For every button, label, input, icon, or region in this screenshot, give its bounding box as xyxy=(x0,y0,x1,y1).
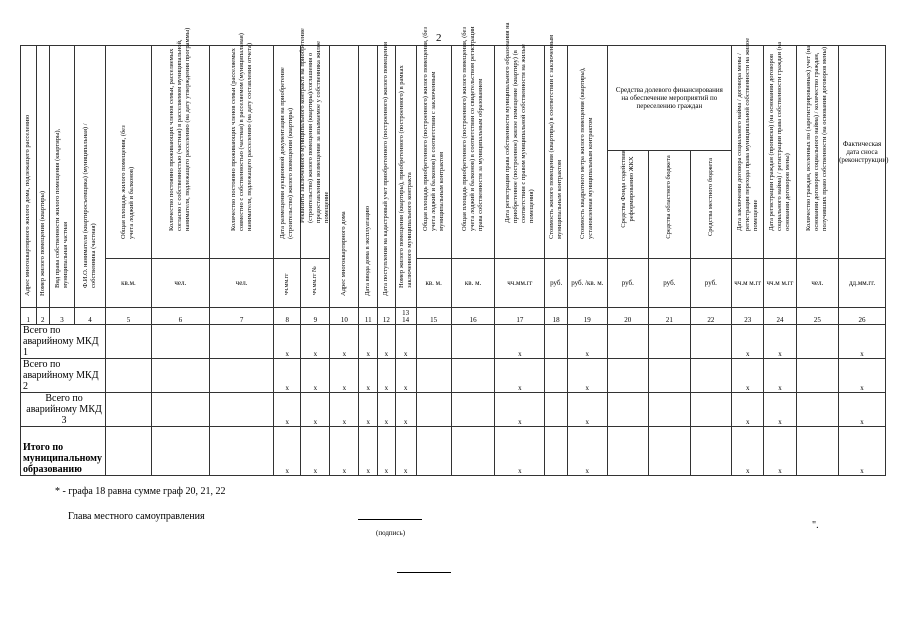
row-cell: x xyxy=(764,427,796,476)
col-header-residents-plan: Количество постоянно проживающих членов семьи, расселяемых согласно с собственностью (частная) в расселяемом муниципальной, нанимателя, подлежащего расселению (на дату утверждения программы) xyxy=(151,46,209,259)
row-cell: x xyxy=(568,427,607,476)
col-header-ownership-date: Дата регистрации права собственности муниципального образования на приобретенное (построенное) жилое помещение (квартиру) (в соответствии с правом муниципальной собственности на жилые помещения) xyxy=(495,46,545,259)
row-label: Итого по муниципальному образованию xyxy=(21,427,106,476)
signer-title: Глава местного самоуправления xyxy=(68,511,205,522)
row-cell: x xyxy=(359,325,378,359)
unit-cell: чел. xyxy=(151,259,209,308)
unit-cell: руб. xyxy=(545,259,568,308)
row-cell xyxy=(545,427,568,476)
col-number: 11 xyxy=(359,308,378,325)
col-header-new-apt-number: Номер жилого помещения (квартиры), приобретенного (построенного) в рамках заключенного муниципального контракта xyxy=(395,46,416,308)
row-cell xyxy=(649,393,691,427)
col-number: 21 xyxy=(649,308,691,325)
col-header-contract-details: Реквизиты заключенного муниципального контракта на приобретение (строительство) жилого помещения (квартиры)/соглашения о предоставлении возмещения за изымаемое у собственника жилое помещение xyxy=(301,46,330,259)
unit-cell: кв. м. xyxy=(416,259,451,308)
col-header-area-certificate: Общая площадь приобретенного (построенного) жилого помещения, (без учета лоджий и балконов) в соответствии со свидетельством регистрации права собственности за муниципальным образованием xyxy=(451,46,495,259)
col-number: 6 xyxy=(151,308,209,325)
row-cell xyxy=(690,325,732,359)
col-number: 25 xyxy=(796,308,839,325)
table-row xyxy=(21,359,886,393)
col-header-auction-date: Дата размещения аукционной документации на приобретение (строительство) жилого помещения (квартиры) xyxy=(274,46,301,259)
unit-cell: чч.мм.гг xyxy=(495,259,545,308)
col-header-cost: Стоимость жилого помещения (квартиры) в соответствии с заключенным муниципальным контрактом xyxy=(545,46,568,259)
header-row xyxy=(21,46,886,259)
col-number: 26 xyxy=(839,308,886,325)
row-cell xyxy=(209,359,273,393)
row-cell: x xyxy=(274,393,301,427)
col-header-address: Адрес многоквартирного жилого дома, подлежащего расселению xyxy=(21,46,37,308)
row-cell: x xyxy=(378,427,396,476)
unit-cell: чч.м м.гг xyxy=(732,259,764,308)
row-cell xyxy=(649,359,691,393)
row-cell xyxy=(209,393,273,427)
col-number: 5 xyxy=(106,308,152,325)
col-number: 8 xyxy=(274,308,301,325)
row-cell: x xyxy=(764,359,796,393)
row-cell: x xyxy=(839,325,886,359)
row-cell xyxy=(416,427,451,476)
row-cell: x xyxy=(301,427,330,476)
row-cell xyxy=(451,393,495,427)
row-cell xyxy=(690,427,732,476)
col-number: 17 xyxy=(495,308,545,325)
row-cell: x xyxy=(359,393,378,427)
col-header-mkd-address: Адрес многоквартирного дома xyxy=(330,46,359,308)
funding-title: Средства долевого финансирования на обеспечение мероприятий по переселению граждан xyxy=(608,46,732,151)
row-cell xyxy=(106,427,152,476)
column-number-row xyxy=(21,308,886,325)
row-cell: x xyxy=(395,359,416,393)
unit-cell: чч.мм.гг xyxy=(274,259,301,308)
funding-regional: Средства областного бюджета xyxy=(649,151,691,258)
row-cell xyxy=(796,359,839,393)
col-header-cost-sqm: Стоимость квадратного метра жилого помещения (квартиры), установленная муниципальным контрактом xyxy=(568,46,607,259)
row-cell xyxy=(151,427,209,476)
row-cell: x xyxy=(330,359,359,393)
row-cell xyxy=(607,427,649,476)
row-cell: x xyxy=(764,393,796,427)
bottom-line xyxy=(397,572,451,573)
unit-cell: чел. xyxy=(209,259,273,308)
col-number: 22 xyxy=(690,308,732,325)
row-cell: x xyxy=(395,325,416,359)
row-cell: x xyxy=(274,427,301,476)
col-number: 24 xyxy=(764,308,796,325)
col-number: 20 xyxy=(607,308,649,325)
row-cell: x xyxy=(732,393,764,427)
col-number: 4 xyxy=(74,308,105,325)
row-cell xyxy=(151,393,209,427)
col-header-settled-count: Количество граждан, вселенных по (зарегистрированных) учет (на основании договоров социального найма) / количество граждан, получивших право собственности (на основании договоров мены) xyxy=(796,46,839,259)
row-cell: x xyxy=(378,359,396,393)
col-number: 2 xyxy=(36,308,49,325)
row-cell: x xyxy=(359,427,378,476)
unit-cell: чч.мм.гг № xyxy=(301,259,330,308)
col-number: 19 xyxy=(568,308,607,325)
table-row xyxy=(21,393,886,427)
row-cell xyxy=(796,427,839,476)
unit-cell: чел. xyxy=(796,259,839,308)
col-header-contract-date: Дата заключения договора социального найма / договора мены /регистрации перехода права муниципальной собственности на жилое помещение xyxy=(732,46,764,259)
col-header-demolition-date: Фактическая дата сноса (реконструкции) xyxy=(839,46,886,259)
row-cell: x xyxy=(395,427,416,476)
closing-quote: ". xyxy=(812,520,819,531)
units-row xyxy=(21,259,886,308)
col-header-cadastre-date: Дата поступления на кадастровый учет приобретенного (построенного) жилого помещения xyxy=(378,46,396,308)
row-cell: x xyxy=(568,393,607,427)
unit-cell: дд.мм.гг. xyxy=(839,259,886,308)
row-label: Всего по аварийному МКД 2 xyxy=(21,359,106,393)
row-cell: x xyxy=(301,359,330,393)
unit-cell: руб. xyxy=(690,259,732,308)
row-cell xyxy=(607,359,649,393)
row-cell xyxy=(690,359,732,393)
unit-cell: руб. xyxy=(607,259,649,308)
row-cell xyxy=(209,427,273,476)
funding-local: Средства местного бюджета xyxy=(706,157,714,237)
row-cell: x xyxy=(395,393,416,427)
col-header-apt-number: Номер жилого помещения (квартиры) xyxy=(36,46,49,308)
row-cell: x xyxy=(274,359,301,393)
row-cell xyxy=(607,393,649,427)
row-cell: x xyxy=(732,359,764,393)
row-cell: x xyxy=(732,427,764,476)
col-header-commission-date: Дата ввода дома в эксплуатацию xyxy=(359,46,378,308)
row-cell: x xyxy=(378,393,396,427)
row-cell xyxy=(545,359,568,393)
row-cell xyxy=(106,359,152,393)
col-number: 1 xyxy=(21,308,37,325)
page-number: 2 xyxy=(436,32,442,44)
row-cell: x xyxy=(764,325,796,359)
col-number: 16 xyxy=(451,308,495,325)
col-header-owner-name: Ф.И.О. нанимателя (квартиросъемщика) (муниципальная) / собственника (частная) xyxy=(74,46,105,308)
funding-federal: Средства Фонда содействия реформированию ЖКХ xyxy=(608,151,650,258)
unit-cell: руб. xyxy=(649,259,691,308)
col-number-split: 13 14 xyxy=(395,308,416,325)
row-cell xyxy=(545,325,568,359)
col-header-residents-report: Количество постоянно проживающих членов семьи (расселяемых совместно с собственностью (частная) в расселяемом (муниципальная) нанимателя, подлежащего расселению (на дату составления отчета) xyxy=(209,46,273,259)
col-number: 10 xyxy=(330,308,359,325)
row-label: Всего по аварийному МКД 1 xyxy=(21,325,106,359)
row-cell xyxy=(106,325,152,359)
col-number: 23 xyxy=(732,308,764,325)
unit-cell: руб. /кв. м. xyxy=(568,259,607,308)
col-number: 9 xyxy=(301,308,330,325)
col-header-funding xyxy=(607,46,732,259)
row-cell xyxy=(690,393,732,427)
row-cell xyxy=(416,393,451,427)
row-cell xyxy=(451,325,495,359)
table-row-total xyxy=(21,427,886,476)
row-cell: x xyxy=(330,325,359,359)
col-header-area-contract: Общая площадь приобретенного (построенного) жилого помещения, (без учета лоджий и балконов) в соответствии с заключенным муниципальным контрактом xyxy=(416,46,451,259)
row-cell xyxy=(796,393,839,427)
table-row xyxy=(21,325,886,359)
row-cell xyxy=(151,325,209,359)
row-cell: x xyxy=(495,359,545,393)
row-cell xyxy=(209,325,273,359)
footnote: * - графа 18 равна сумме граф 20, 21, 22 xyxy=(55,486,226,497)
col-header-ownership: Вид права собственности жилого помещения (квартиры), муниципальная частная xyxy=(50,46,75,308)
row-cell: x xyxy=(839,359,886,393)
row-cell: x xyxy=(495,427,545,476)
row-cell xyxy=(451,427,495,476)
row-cell xyxy=(106,393,152,427)
row-cell: x xyxy=(359,359,378,393)
row-cell: x xyxy=(839,427,886,476)
col-number: 15 xyxy=(416,308,451,325)
row-cell: x xyxy=(568,325,607,359)
row-cell: x xyxy=(330,427,359,476)
row-cell: x xyxy=(378,325,396,359)
row-cell xyxy=(649,427,691,476)
row-label: Всего по аварийному МКД 3 xyxy=(21,393,106,427)
row-cell xyxy=(416,359,451,393)
row-cell: x xyxy=(495,325,545,359)
row-cell xyxy=(545,393,568,427)
col-number: 3 xyxy=(50,308,75,325)
row-cell: x xyxy=(301,393,330,427)
row-cell xyxy=(451,359,495,393)
row-cell xyxy=(607,325,649,359)
row-cell: x xyxy=(301,325,330,359)
row-cell: x xyxy=(330,393,359,427)
unit-cell: кв.м. xyxy=(106,259,152,308)
row-cell xyxy=(796,325,839,359)
col-header-registration-date: Дата регистрации граждан (прописки) (на основании договоров социального найма) / регистрации права собственности граждан (на основании договоров мены) xyxy=(764,46,796,259)
row-cell: x xyxy=(839,393,886,427)
unit-cell: кв. м. xyxy=(451,259,495,308)
col-number: 7 xyxy=(209,308,273,325)
row-cell xyxy=(151,359,209,393)
row-cell: x xyxy=(274,325,301,359)
row-cell: x xyxy=(732,325,764,359)
col-header-area: Общая площадь жилого помещения, (без учета лоджий и балконов) xyxy=(106,46,152,259)
row-cell: x xyxy=(495,393,545,427)
col-number: 12 xyxy=(378,308,396,325)
row-cell xyxy=(649,325,691,359)
row-cell: x xyxy=(568,359,607,393)
row-cell xyxy=(416,325,451,359)
unit-cell: чч.м м.гг xyxy=(764,259,796,308)
col-number: 18 xyxy=(545,308,568,325)
signature-line xyxy=(358,519,422,520)
register-table xyxy=(20,22,889,476)
signature-label: (подпись) xyxy=(376,529,406,537)
